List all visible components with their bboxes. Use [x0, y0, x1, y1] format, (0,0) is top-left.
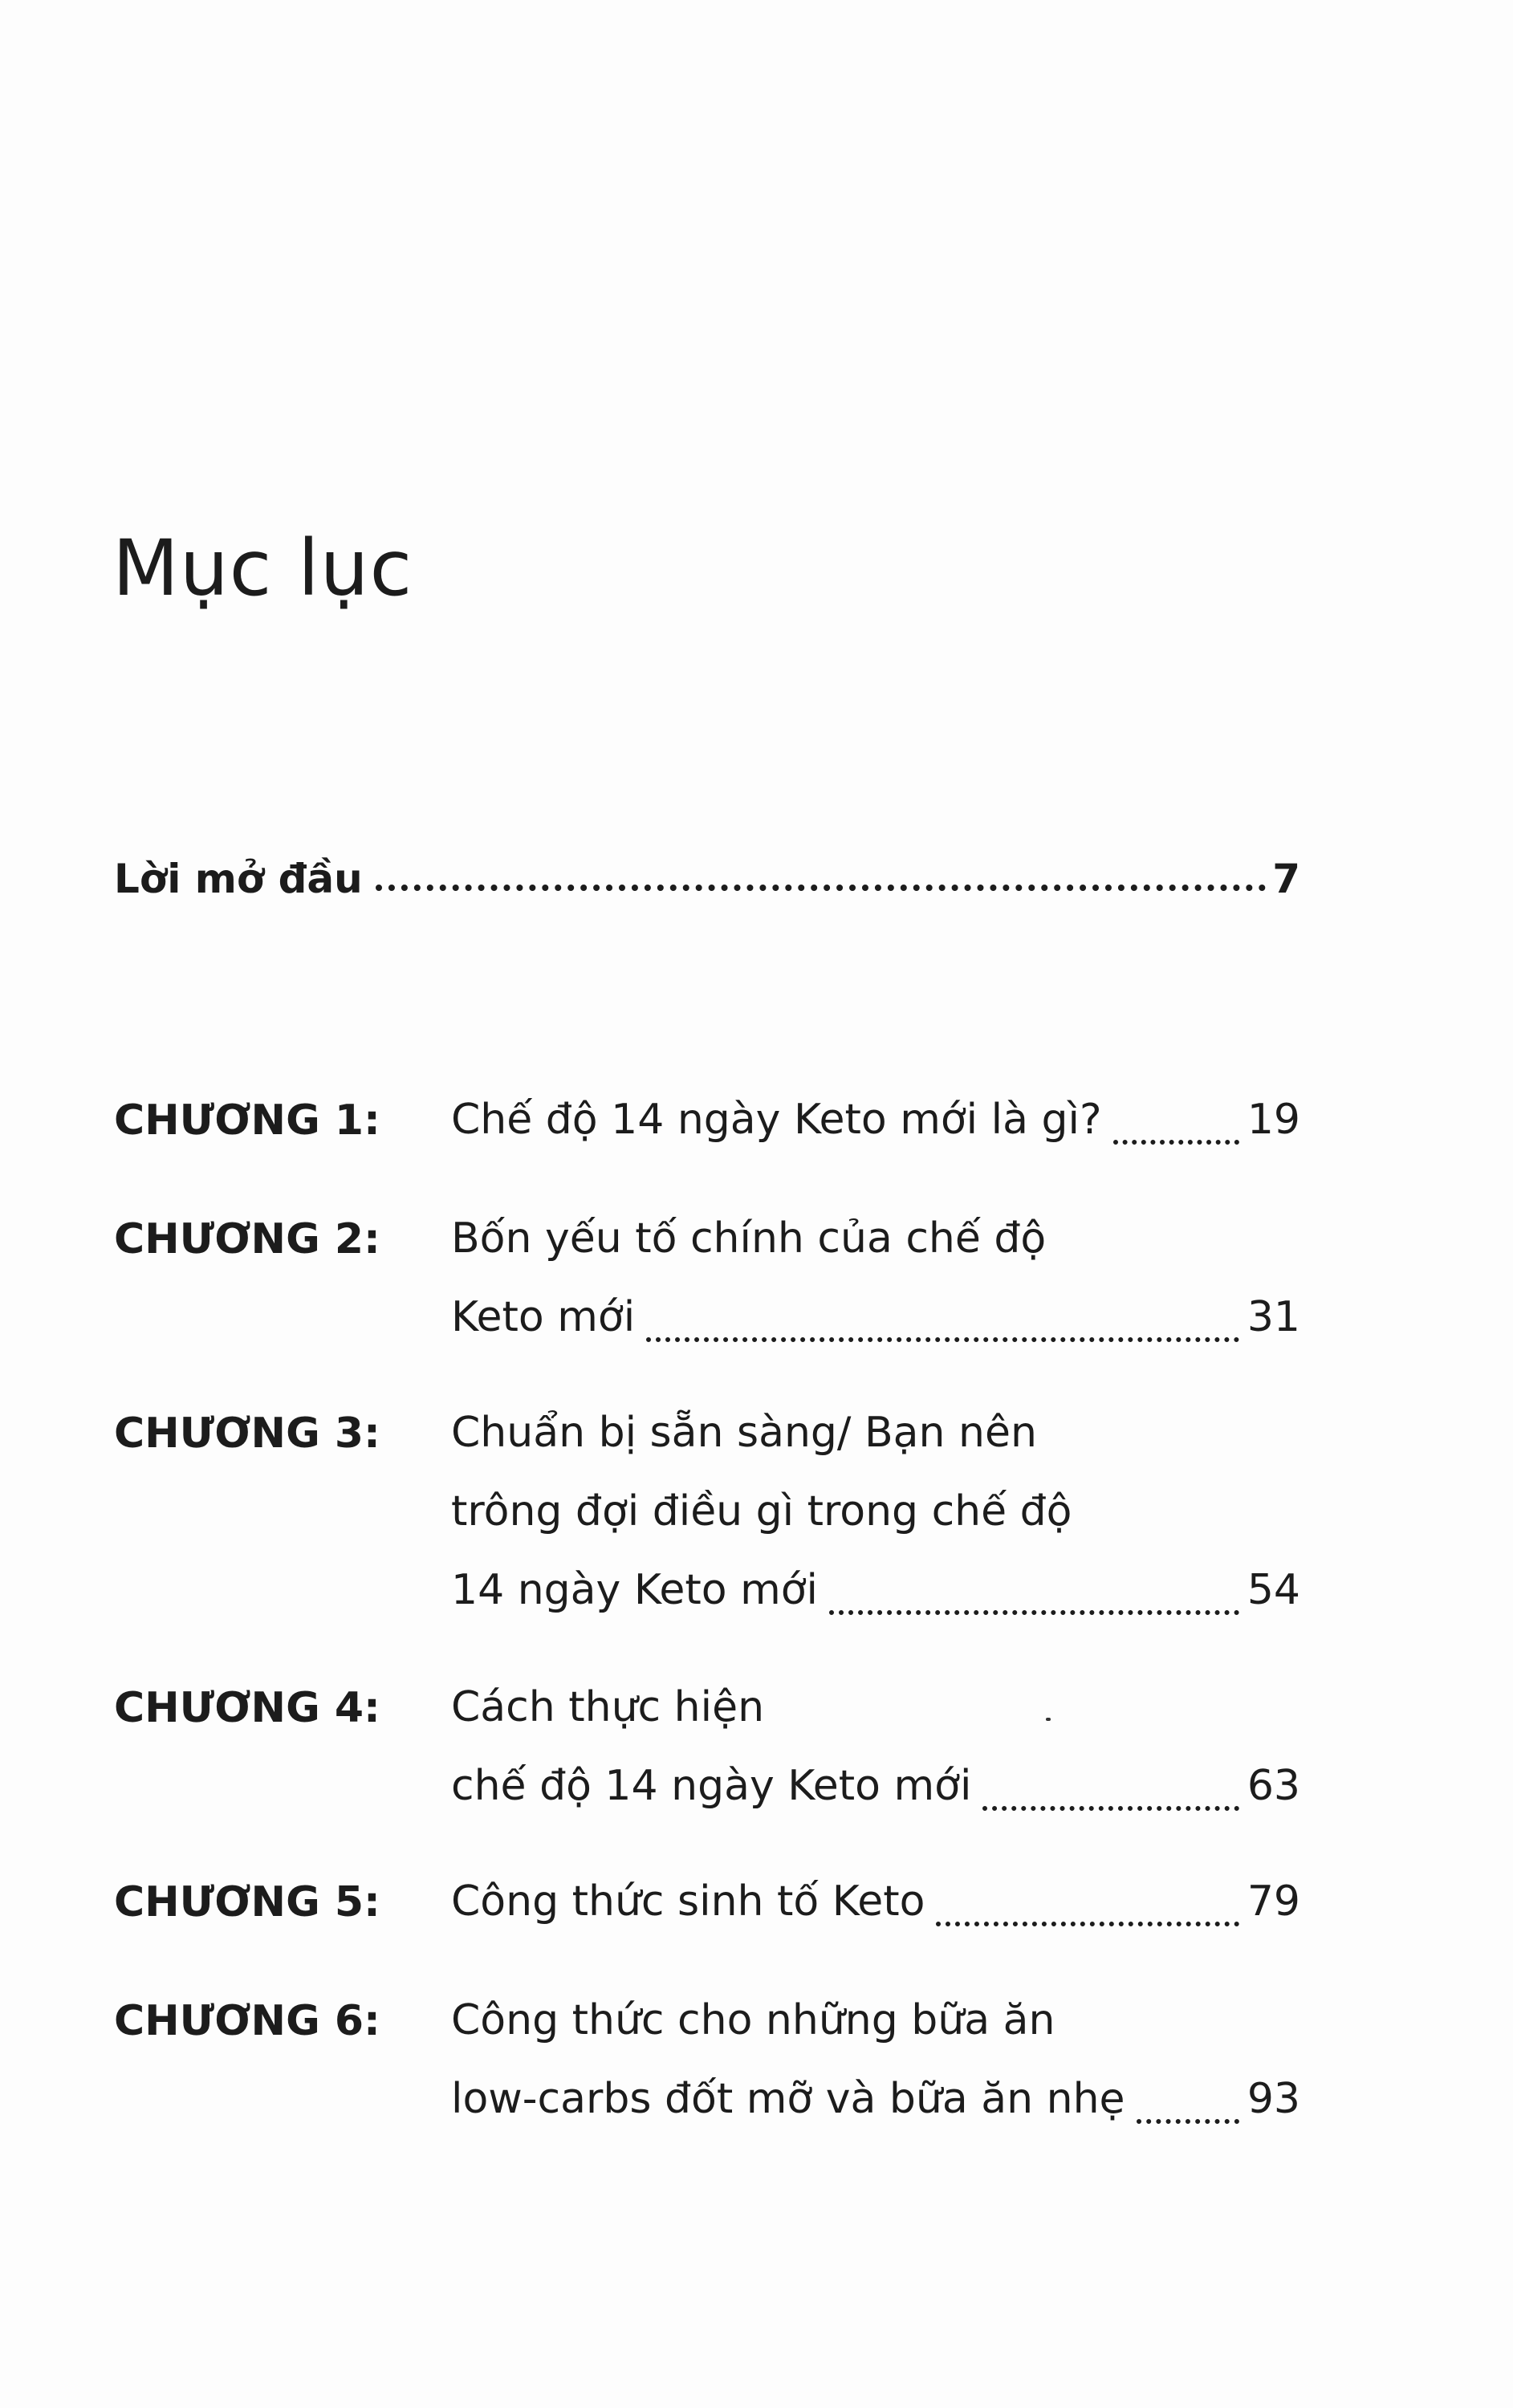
- chapter-title: [451, 1877, 1300, 1941]
- chapter-page-number: 54: [1247, 1566, 1300, 1614]
- print-speck: [1046, 1718, 1051, 1721]
- chapter-title-text: Công thức sinh tố Keto: [451, 1877, 925, 1926]
- chapter-title-line: [451, 1080, 1300, 1159]
- chapter-title: [451, 1683, 1300, 1825]
- dot-leader: [1137, 2119, 1239, 2124]
- chapter-title-text: low-carbs đốt mỡ và bữa ăn nhẹ: [451, 2075, 1125, 2123]
- dot-leader: [376, 885, 1266, 891]
- chapter-title-line: Bốn yếu tố chính của chế độ: [451, 1214, 1047, 1263]
- chapter-title: [451, 1996, 1300, 2138]
- dot-leader: [982, 1806, 1238, 1811]
- chapter-title-line: trông đợi điều gì trong chế độ: [451, 1487, 1072, 1536]
- chapter-page-number: 79: [1247, 1877, 1300, 1926]
- chapter-page-number: 93: [1247, 2075, 1300, 2123]
- chapter-title-line: Cách thực hiện: [451, 1683, 765, 1731]
- chapter-title-text: Keto mới: [451, 1293, 636, 1341]
- chapter-label: CHƯƠNG 3:: [114, 1409, 380, 1458]
- chapter-title: [451, 1409, 1300, 1629]
- preface-page-number: 7: [1272, 856, 1300, 902]
- chapter-label: CHƯƠNG 5:: [114, 1878, 380, 1926]
- chapter-title: [451, 1214, 1300, 1357]
- chapter-title-line: [451, 1747, 1300, 1825]
- chapter-label: CHƯƠNG 1:: [114, 1096, 380, 1145]
- dot-leader: [1113, 1140, 1239, 1145]
- chapter-title-line: Công thức cho những bữa ăn: [451, 1996, 1055, 2044]
- chapter-title: [451, 1096, 1300, 1159]
- chapter-title-line: [451, 2060, 1300, 2138]
- chapter-title-text: 14 ngày Keto mới: [451, 1566, 818, 1614]
- chapter-title-text: Chế độ 14 ngày Keto mới là gì?: [451, 1096, 1102, 1144]
- chapter-page-number: 19: [1247, 1096, 1300, 1144]
- chapter-title-line: [451, 1551, 1300, 1629]
- dot-leader: [936, 1922, 1238, 1926]
- chapter-page-number: 63: [1247, 1762, 1300, 1810]
- preface-label: Lời mở đầu: [114, 856, 363, 902]
- chapter-title-line: Chuẩn bị sẵn sàng/ Bạn nên: [451, 1409, 1037, 1457]
- chapter-label: CHƯƠNG 2:: [114, 1215, 380, 1263]
- toc-entry-preface: [114, 856, 1300, 902]
- toc-title: Mục lục: [112, 523, 413, 613]
- chapter-page-number: 31: [1247, 1293, 1300, 1341]
- dot-leader: [646, 1337, 1239, 1342]
- chapter-label: CHƯƠNG 4:: [114, 1684, 380, 1732]
- chapter-title-line: [451, 1862, 1300, 1941]
- chapter-label: CHƯƠNG 6:: [114, 1997, 380, 2045]
- chapter-title-line: [451, 1278, 1300, 1357]
- dot-leader: [829, 1610, 1239, 1615]
- chapter-title-text: chế độ 14 ngày Keto mới: [451, 1762, 972, 1810]
